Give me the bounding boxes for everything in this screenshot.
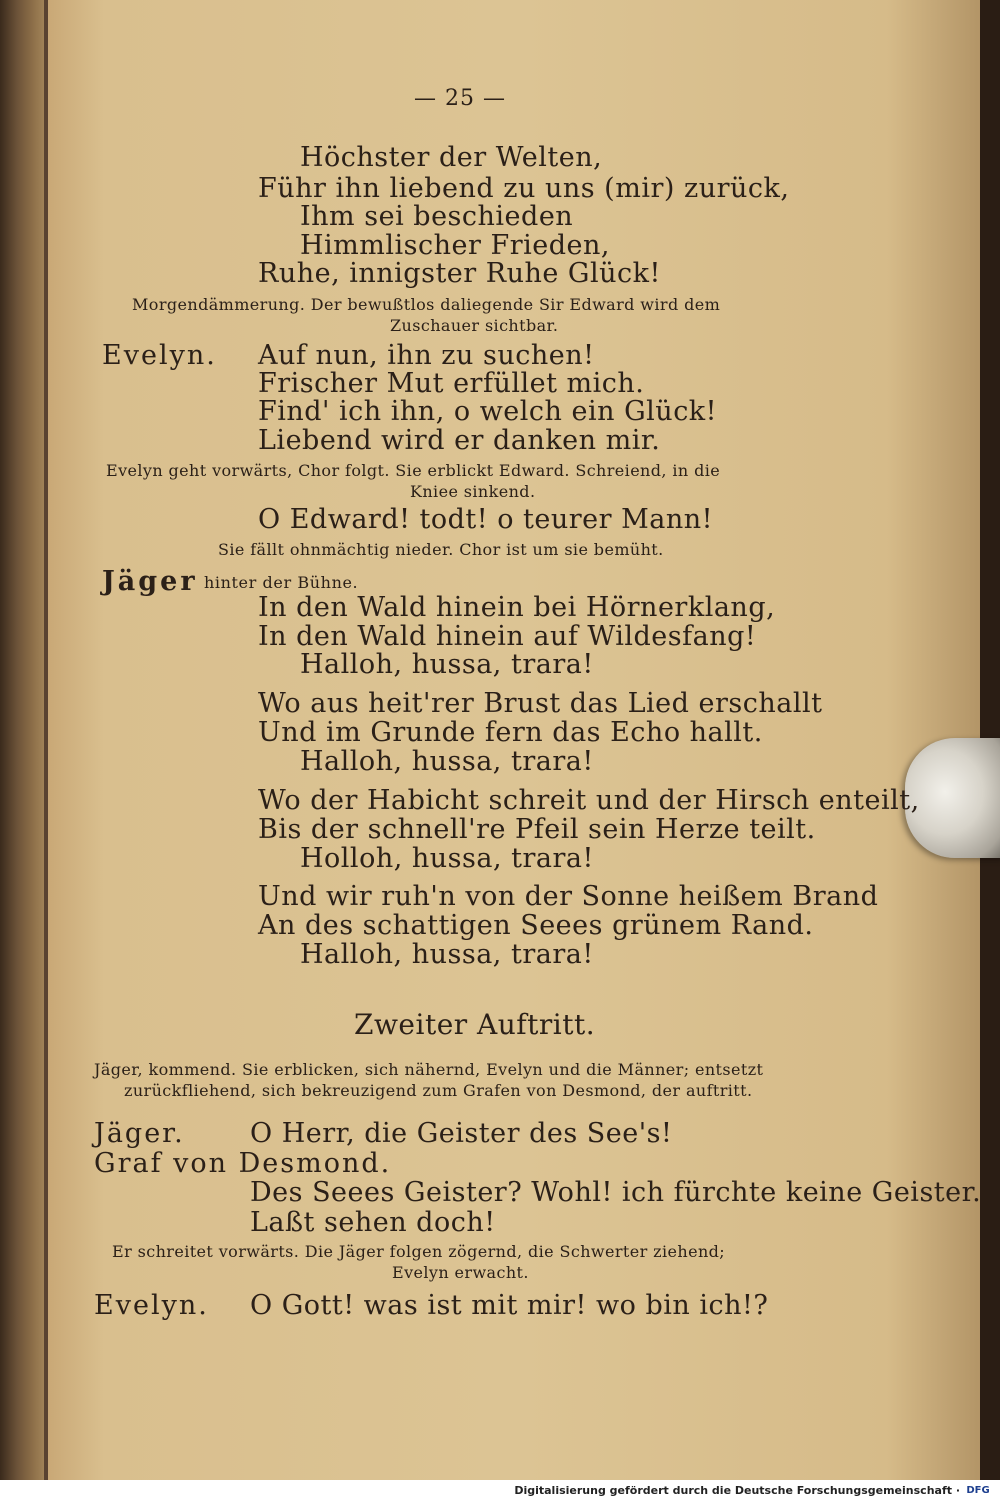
speaker-name: Evelyn. xyxy=(102,340,217,371)
verse-line: Bis der schnell're Pfeil sein Herze teilt. xyxy=(258,814,816,845)
verse-line: Halloh, hussa, trara! xyxy=(300,649,594,680)
verse-line: Höchster der Welten, xyxy=(300,142,603,173)
verse-line: Des Seees Geister? Wohl! ich fürchte keine Geister. xyxy=(250,1177,982,1208)
verse-line: Himmlischer Frieden, xyxy=(300,230,610,261)
stage-direction: Kniee sinkend. xyxy=(410,482,536,501)
verse-line: Und im Grunde fern das Echo hallt. xyxy=(258,717,763,748)
footer-bar xyxy=(0,1480,1000,1503)
page-number: — 25 — xyxy=(414,86,506,111)
stage-direction: Evelyn geht vorwärts, Chor folgt. Sie erblickt Edward. Schreiend, in die xyxy=(106,461,721,480)
verse-line: Wo der Habicht schreit und der Hirsch enteilt, xyxy=(258,785,920,816)
book-binding xyxy=(0,0,48,1480)
funding-notice: Digitalisierung gefördert durch die Deutsche Forschungsgemeinschaft · xyxy=(514,1484,960,1497)
verse-line: Holloh, hussa, trara! xyxy=(300,843,594,874)
speaker-name: Jäger. xyxy=(94,1118,185,1149)
verse-line: Laßt sehen doch! xyxy=(250,1207,496,1238)
verse-line: Ihm sei beschieden xyxy=(300,201,574,232)
stage-direction: Jäger, kommend. Sie erblicken, sich nähernd, Evelyn und die Männer; entsetzt xyxy=(94,1060,764,1079)
verse-line: Führ ihn liebend zu uns (mir) zurück, xyxy=(258,173,790,204)
speaker-direction: hinter der Bühne. xyxy=(204,573,359,592)
stage-direction: Zuschauer sichtbar. xyxy=(390,316,559,335)
stage-direction: Sie fällt ohnmächtig nieder. Chor ist um sie bemüht. xyxy=(218,540,664,559)
stage-direction: Evelyn erwacht. xyxy=(392,1263,529,1282)
verse-line: Halloh, hussa, trara! xyxy=(300,746,594,777)
verse-line: Wo aus heit'rer Brust das Lied erschallt xyxy=(258,688,823,719)
stage-direction: zurückfliehend, sich bekreuzigend zum Grafen von Desmond, der auftritt. xyxy=(124,1081,753,1100)
verse-line: Find' ich ihn, o welch ein Glück! xyxy=(258,396,718,427)
stage-direction: Morgendämmerung. Der bewußtlos daliegende Sir Edward wird dem xyxy=(132,295,721,314)
verse-line: Und wir ruh'n von der Sonne heißem Brand xyxy=(258,881,879,912)
verse-line: Ruhe, innigster Ruhe Glück! xyxy=(258,258,661,289)
speaker-name: Evelyn. xyxy=(94,1290,209,1321)
speaker-name: Jäger xyxy=(102,566,198,597)
speaker-name: Graf von Desmond. xyxy=(94,1148,392,1179)
verse-line: Frischer Mut erfüllet mich. xyxy=(258,368,645,399)
dfg-logo: DFG xyxy=(966,1485,990,1496)
verse-line: Liebend wird er danken mir. xyxy=(258,425,661,456)
verse-line: An des schattigen Seees grünem Rand. xyxy=(258,910,814,941)
verse-line: In den Wald hinein bei Hörnerklang, xyxy=(258,592,776,623)
verse-line: O Edward! todt! o teurer Mann! xyxy=(258,504,714,535)
stage-direction: Er schreitet vorwärts. Die Jäger folgen zögernd, die Schwerter ziehend; xyxy=(112,1242,726,1261)
verse-line: O Gott! was ist mit mir! wo bin ich!? xyxy=(250,1290,769,1321)
verse-line: Auf nun, ihn zu suchen! xyxy=(258,340,595,371)
verse-line: O Herr, die Geister des See's! xyxy=(250,1118,673,1149)
verse-line: In den Wald hinein auf Wildesfang! xyxy=(258,621,757,652)
scene-heading: Zweiter Auftritt. xyxy=(354,1008,596,1041)
verse-line: Halloh, hussa, trara! xyxy=(300,939,594,970)
